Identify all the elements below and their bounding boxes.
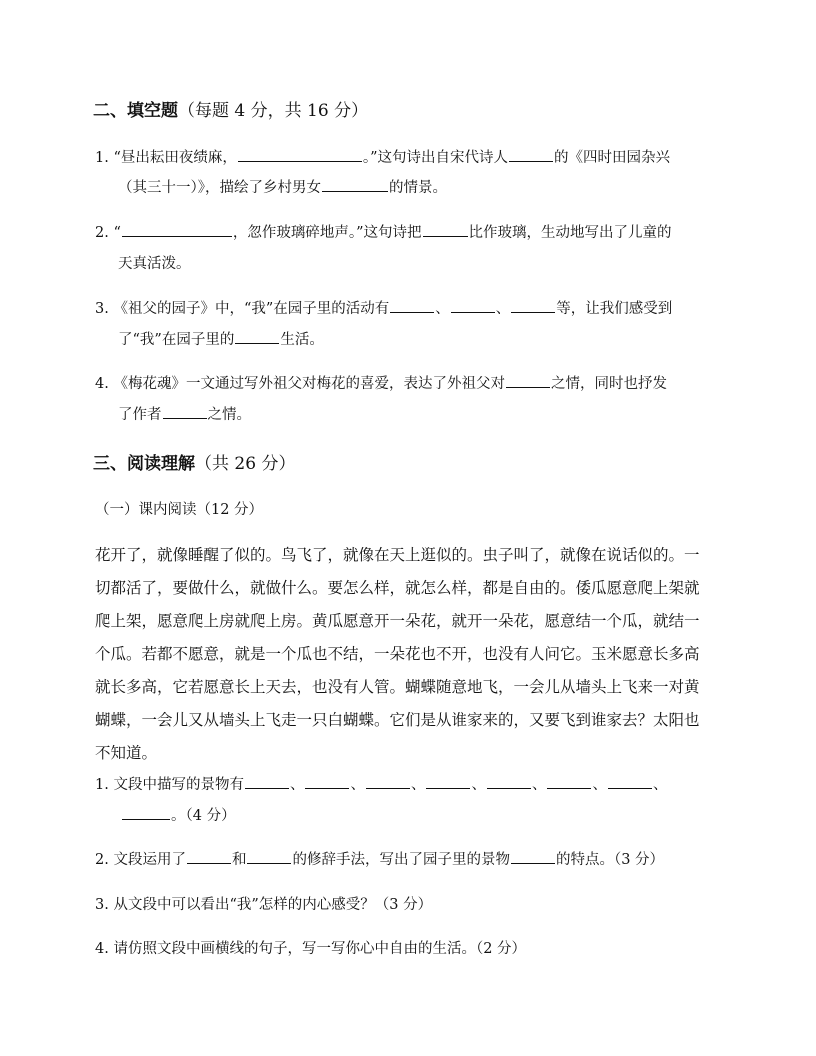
- text-segment: 、: [592, 777, 607, 793]
- answer-blank[interactable]: [322, 177, 388, 192]
- section-2-title: 二、填空题: [93, 101, 178, 121]
- section-3-note: （共 26 分）: [195, 454, 296, 474]
- text-segment: 之情。: [207, 407, 251, 423]
- answer-blank[interactable]: [390, 298, 434, 313]
- answer-blank[interactable]: [122, 805, 170, 820]
- s2-q3-line1: [95, 297, 672, 318]
- text-segment: 的特点。（3 分）: [555, 852, 665, 868]
- s3-q1-line1: [95, 773, 667, 794]
- passage-line: 蝴蝶，一会儿又从墙头上飞走一只白蝴蝶。它们是从谁家来的，又要飞到谁家去？太阳也: [95, 711, 700, 729]
- s3-q3: [95, 893, 432, 914]
- text-segment: 的《四时田园杂兴: [554, 150, 671, 166]
- text-segment: 1. 文段中描写的景物有: [95, 777, 244, 793]
- answer-blank[interactable]: [187, 849, 231, 864]
- text-segment: 等，让我们感受到: [556, 301, 673, 317]
- text-segment: 、: [289, 777, 305, 793]
- text-segment: 、: [531, 777, 547, 793]
- passage-line: 就长多高，它若愿意长上天去，也没有人管。蝴蝶随意地飞，一会儿从墙头上飞来一对黄: [95, 678, 700, 696]
- text-segment: 、: [495, 301, 511, 317]
- answer-blank[interactable]: [509, 147, 553, 162]
- s2-q2-line2: [118, 252, 191, 273]
- text-segment: 和: [231, 852, 247, 868]
- answer-blank[interactable]: [163, 404, 207, 419]
- s3-q1-line2: [121, 804, 236, 825]
- text-segment: 。”这句诗出自宋代诗人: [362, 150, 509, 166]
- s2-q4-line2: [118, 403, 251, 424]
- answer-blank[interactable]: [305, 774, 349, 789]
- answer-blank[interactable]: [506, 373, 550, 388]
- text-segment: 2. 文段运用了: [95, 852, 186, 868]
- text-segment: 、: [410, 777, 426, 793]
- text-segment: 3. 《祖父的园子》中，“我”在园子里的活动有: [95, 301, 390, 317]
- text-segment: （其三十一）》，描绘了乡村男女: [118, 180, 321, 196]
- text-segment: ，忽作玻璃碎地声。”这句诗把: [232, 225, 422, 241]
- s2-q3-line2: [118, 328, 324, 349]
- answer-blank[interactable]: [487, 774, 531, 789]
- answer-blank[interactable]: [245, 774, 289, 789]
- answer-blank[interactable]: [238, 147, 362, 162]
- text-segment: 、: [652, 777, 668, 793]
- passage-line: 花开了，就像睡醒了似的。鸟飞了，就像在天上逛似的。虫子叫了，就像在说话似的。一: [95, 546, 700, 564]
- text-segment: 天真活泼。: [118, 256, 191, 272]
- answer-blank[interactable]: [511, 298, 555, 313]
- text-segment: 之情，同时也抒发: [550, 376, 667, 392]
- s3-q4: [95, 937, 526, 958]
- text-segment: 了作者: [118, 407, 162, 423]
- text-segment: 的情景。: [389, 180, 447, 196]
- text-segment: 了“我”在园子里的: [118, 332, 235, 348]
- passage-line: 爬上架，愿意爬上房就爬上房。黄瓜愿意开一朵花，就开一朵花，愿意结一个瓜，就结一: [95, 612, 700, 630]
- answer-blank[interactable]: [608, 774, 652, 789]
- section-3-heading: [93, 449, 295, 474]
- passage-line: 切都活了，要做什么，就做什么。要怎么样，就怎么样，都是自由的。倭瓜愿意爬上架就: [95, 579, 700, 597]
- section-3-title: 三、阅读理解: [93, 454, 195, 474]
- text-segment: 、: [435, 301, 450, 317]
- text-segment: 4. 《梅花魂》一文通过写外祖父对梅花的喜爱，表达了外祖父对: [95, 376, 505, 392]
- text-segment: 4. 请仿照文段中画横线的句子，写一写你心中自由的生活。（2 分）: [95, 941, 527, 957]
- answer-blank[interactable]: [122, 222, 232, 237]
- text-segment: 2. “: [95, 225, 121, 241]
- s2-q4-line1: [95, 372, 667, 393]
- s2-q1-line2: [118, 176, 447, 197]
- text-segment: 比作玻璃，生动地写出了儿童的: [468, 225, 672, 241]
- s3-q2: [95, 848, 664, 869]
- text-segment: 的修辞手法，写出了园子里的景物: [292, 852, 510, 868]
- text-segment: 生活。: [280, 332, 324, 348]
- subsection-heading: （一）课内阅读（12 分）: [95, 502, 264, 518]
- answer-blank[interactable]: [366, 774, 410, 789]
- s2-q1-line1: [95, 146, 670, 167]
- passage-line: 个瓜。若都不愿意，就是一个瓜也不结，一朵花也不开，也没有人问它。玉米愿意长多高: [95, 645, 700, 663]
- text-segment: 3. 从文段中可以看出“我”怎样的内心感受？（3 分）: [95, 897, 433, 913]
- text-segment: 。（4 分）: [171, 808, 236, 824]
- section-2-heading: [93, 96, 368, 121]
- answer-blank[interactable]: [451, 298, 495, 313]
- answer-blank[interactable]: [511, 849, 555, 864]
- answer-blank[interactable]: [423, 222, 468, 237]
- text-segment: 1. “昼出耘田夜绩麻，: [95, 150, 237, 166]
- section-2-note: （每题 4 分，共 16 分）: [178, 101, 369, 121]
- text-segment: 、: [471, 777, 486, 793]
- answer-blank[interactable]: [426, 774, 470, 789]
- answer-blank[interactable]: [247, 849, 291, 864]
- text-segment: 、: [350, 777, 365, 793]
- passage-line: 不知道。: [95, 744, 158, 762]
- answer-blank[interactable]: [235, 329, 279, 344]
- answer-blank[interactable]: [547, 774, 591, 789]
- s2-q2-line1: [95, 221, 672, 242]
